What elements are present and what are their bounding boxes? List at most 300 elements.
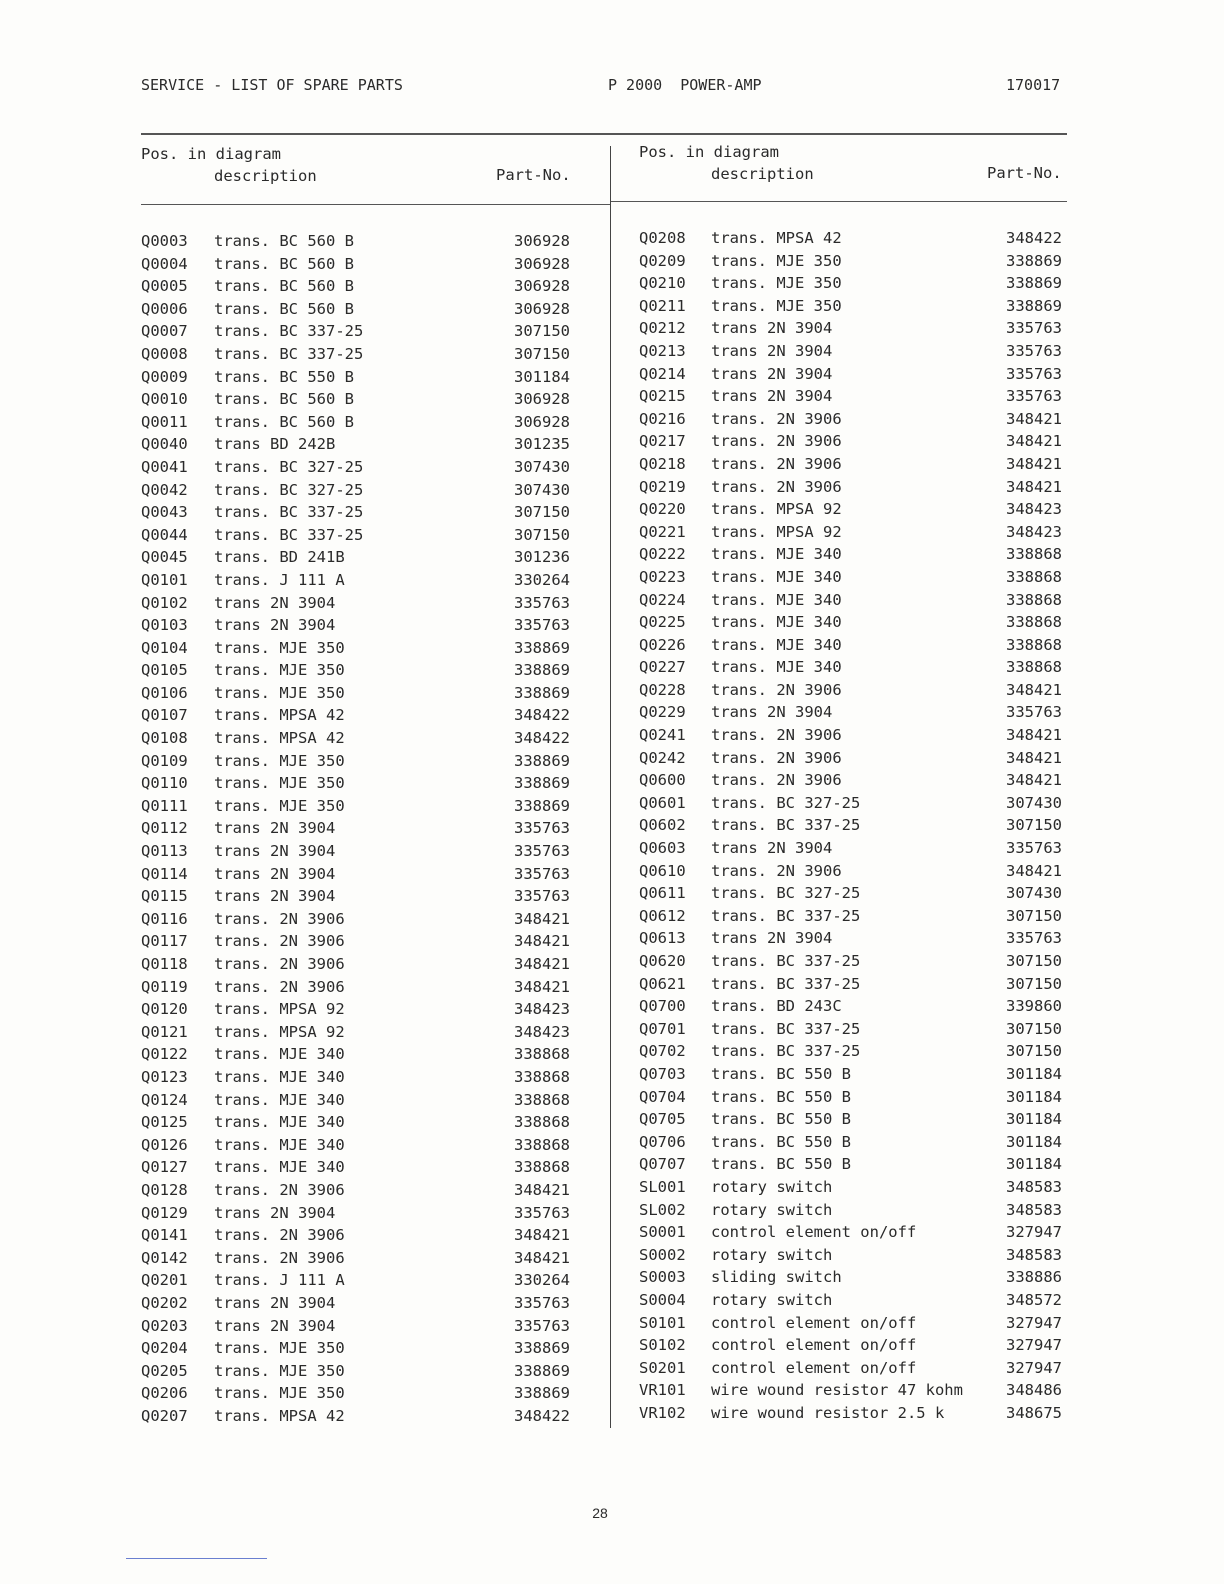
left-part-no: 306928	[514, 412, 570, 431]
right-pos: Q0241	[639, 726, 686, 745]
right-pos: Q0704	[639, 1087, 686, 1106]
left-pos: Q0003	[141, 232, 188, 250]
right-description: trans. BC 550 B	[711, 1110, 851, 1129]
right-description: trans 2N 3904	[711, 364, 833, 383]
left-part-no: 338869	[514, 774, 570, 793]
left-description: trans 2N 3904	[214, 842, 336, 861]
left-pos: Q0040	[141, 435, 188, 454]
left-part-no: 307430	[514, 480, 570, 499]
left-description: trans. MJE 350	[214, 638, 345, 657]
left-pos: Q0045	[141, 548, 188, 567]
left-part-no: 338868	[514, 1090, 570, 1109]
left-pos: Q0123	[141, 1067, 188, 1086]
left-description: trans. BC 327-25	[214, 457, 364, 476]
right-part-no: 348486	[1006, 1381, 1062, 1400]
left-part-no: 335763	[514, 1316, 570, 1335]
left-description: trans. MJE 350	[214, 774, 345, 793]
right-part-no: 335763	[1006, 364, 1062, 383]
right-part-no: 348675	[1006, 1403, 1062, 1422]
left-description: trans. 2N 3906	[214, 955, 345, 973]
right-pos: Q0226	[639, 635, 686, 654]
left-description: trans. 2N 3906	[214, 1226, 345, 1245]
right-part-no: 348421	[1006, 680, 1062, 699]
left-pos-heading: Pos. in diagram	[141, 145, 281, 163]
right-pos: Q0621	[639, 974, 686, 993]
left-pos: Q0121	[141, 1022, 188, 1041]
right-part-no: 348421	[1006, 748, 1062, 767]
left-part-no: 335763	[514, 616, 570, 635]
left-description: trans. J 111 A	[214, 570, 345, 589]
left-part-no: 307430	[514, 457, 570, 476]
left-description: trans 2N 3904	[214, 593, 336, 612]
left-description: trans. MPSA 92	[214, 1022, 345, 1041]
right-part-no: 307150	[1006, 906, 1062, 925]
left-part-no: 307150	[514, 525, 570, 544]
left-part-no: 307150	[514, 322, 570, 341]
right-part-no: 339860	[1006, 997, 1062, 1016]
right-description: trans. MJE 340	[711, 567, 842, 586]
right-part-no: 301184	[1006, 1064, 1062, 1083]
left-part-no: 348421	[514, 909, 570, 928]
left-pos: Q0119	[141, 977, 188, 996]
left-description: trans. 2N 3906	[214, 1248, 345, 1267]
left-description: trans 2N 3904	[214, 819, 336, 838]
left-part-no: 301235	[514, 435, 570, 454]
right-pos: S0002	[639, 1245, 686, 1264]
left-description: trans. MJE 350	[214, 661, 345, 680]
right-part-no: 348421	[1006, 726, 1062, 745]
right-pos: S0004	[639, 1290, 686, 1309]
header-doc-number: 170017	[1006, 76, 1061, 94]
right-description: trans. MJE 350	[711, 296, 842, 315]
right-part-no: 348421	[1006, 861, 1062, 880]
right-pos: Q0611	[639, 884, 686, 903]
right-part-no: 327947	[1006, 1358, 1062, 1377]
left-description: trans. MJE 340	[214, 1158, 345, 1177]
left-pos: Q0112	[141, 819, 188, 838]
left-part-no: 307150	[514, 503, 570, 522]
right-part-no: 307430	[1006, 793, 1062, 812]
right-pos: Q0212	[639, 319, 686, 338]
left-pos: Q0111	[141, 796, 188, 815]
right-description: trans. 2N 3906	[711, 477, 842, 496]
left-part-no: 306928	[514, 232, 570, 250]
left-description: trans. MPSA 42	[214, 729, 345, 748]
right-description: trans. BC 327-25	[711, 884, 861, 903]
right-pos: Q0612	[639, 906, 686, 925]
right-description: trans 2N 3904	[711, 839, 833, 858]
right-description: trans. 2N 3906	[711, 748, 842, 767]
left-description: trans. BC 560 B	[214, 277, 354, 296]
right-part-no: 335763	[1006, 387, 1062, 406]
right-pos: S0101	[639, 1313, 686, 1332]
left-pos: Q0108	[141, 729, 188, 748]
left-pos: Q0124	[141, 1090, 188, 1109]
footer-line	[126, 1558, 267, 1559]
right-part-no: 301184	[1006, 1155, 1062, 1174]
right-pos: Q0603	[639, 839, 686, 858]
right-part-no: 348421	[1006, 409, 1062, 428]
left-description: trans. 2N 3906	[214, 932, 345, 951]
right-part-no: 327947	[1006, 1336, 1062, 1355]
right-header-underline	[611, 201, 1067, 202]
left-part-no: 338869	[514, 796, 570, 815]
right-part-no: 301184	[1006, 1110, 1062, 1129]
right-part-no: 348572	[1006, 1290, 1062, 1309]
right-pos: Q0211	[639, 296, 686, 315]
page-number: 28	[592, 1505, 608, 1521]
left-pos: Q0118	[141, 955, 188, 973]
left-pos: Q0007	[141, 322, 188, 341]
left-pos: Q0009	[141, 367, 188, 386]
left-part-no: 338869	[514, 638, 570, 657]
right-description: trans 2N 3904	[711, 319, 833, 338]
right-pos: Q0213	[639, 341, 686, 360]
left-pos: Q0004	[141, 254, 188, 273]
right-description: trans 2N 3904	[711, 341, 833, 360]
left-part-no: 301184	[514, 367, 570, 386]
left-description: trans. MJE 340	[214, 1067, 345, 1086]
left-pos: Q0008	[141, 344, 188, 363]
right-part-no: 338868	[1006, 590, 1062, 609]
right-description: trans. BD 243C	[711, 997, 842, 1016]
right-pos: Q0600	[639, 771, 686, 790]
right-part-no: 348421	[1006, 454, 1062, 473]
left-pos: Q0011	[141, 412, 188, 431]
left-pos: Q0042	[141, 480, 188, 499]
left-part-no: 306928	[514, 299, 570, 318]
left-description: trans 2N 3904	[214, 1293, 336, 1312]
left-part-no: 338869	[514, 1384, 570, 1403]
left-description: trans. MJE 350	[214, 1339, 345, 1358]
right-description: trans. BC 337-25	[711, 1042, 861, 1061]
right-pos-heading: Pos. in diagram	[639, 143, 779, 161]
left-pos: Q0142	[141, 1248, 188, 1267]
left-pos: Q0109	[141, 751, 188, 770]
right-description: trans. BC 550 B	[711, 1132, 851, 1151]
right-part-no: 327947	[1006, 1223, 1062, 1242]
right-pos: Q0242	[639, 748, 686, 767]
left-part-no: 348423	[514, 1022, 570, 1041]
left-pos: Q0116	[141, 909, 188, 928]
right-pos: Q0229	[639, 703, 686, 722]
left-description: trans. MJE 340	[214, 1090, 345, 1109]
left-pos: Q0204	[141, 1339, 188, 1358]
right-part-no: 327947	[1006, 1313, 1062, 1332]
left-part-no: 335763	[514, 819, 570, 838]
right-part-no: 307150	[1006, 816, 1062, 835]
right-part-no: 335763	[1006, 319, 1062, 338]
left-part-no: 338869	[514, 1361, 570, 1380]
left-description: trans. MJE 350	[214, 796, 345, 815]
right-pos: Q0602	[639, 816, 686, 835]
right-part-no: 301184	[1006, 1132, 1062, 1151]
right-part-no: 348583	[1006, 1200, 1062, 1219]
left-part-no: 307150	[514, 344, 570, 363]
left-description: trans BD 242B	[214, 435, 336, 454]
right-pos: SL002	[639, 1200, 686, 1219]
left-description: trans 2N 3904	[214, 1316, 336, 1335]
left-description: trans. BC 560 B	[214, 232, 354, 250]
left-part-no: 348421	[514, 977, 570, 996]
right-description: sliding switch	[711, 1268, 842, 1287]
right-description: trans. 2N 3906	[711, 861, 842, 880]
left-pos: Q0106	[141, 683, 188, 702]
left-pos: Q0104	[141, 638, 188, 657]
left-description: trans. 2N 3906	[214, 977, 345, 996]
right-description: trans. MJE 350	[711, 274, 842, 293]
left-pos: Q0044	[141, 525, 188, 544]
left-part-no: 348421	[514, 932, 570, 951]
left-part-no: 306928	[514, 390, 570, 409]
right-part-no: 335763	[1006, 703, 1062, 722]
right-pos: Q0700	[639, 997, 686, 1016]
left-part-no: 348422	[514, 729, 570, 748]
left-pos: Q0115	[141, 887, 188, 906]
right-description: trans. BC 337-25	[711, 1019, 861, 1038]
right-part-no: 348422	[1006, 229, 1062, 247]
left-pos: Q0201	[141, 1271, 188, 1290]
left-pos: Q0129	[141, 1203, 188, 1222]
left-part-no: 335763	[514, 842, 570, 861]
left-part-no: 306928	[514, 254, 570, 273]
left-part-no: 330264	[514, 1271, 570, 1290]
right-pos: S0001	[639, 1223, 686, 1242]
right-pos: Q0218	[639, 454, 686, 473]
right-pos: S0102	[639, 1336, 686, 1355]
right-description: trans. MJE 340	[711, 658, 842, 677]
right-pos: Q0227	[639, 658, 686, 677]
right-pos: SL001	[639, 1177, 686, 1196]
right-pos: Q0215	[639, 387, 686, 406]
left-part-no: 338868	[514, 1045, 570, 1064]
left-part-no: 348421	[514, 955, 570, 973]
right-part-no: 307150	[1006, 1019, 1062, 1038]
left-description: trans. MJE 340	[214, 1113, 345, 1132]
left-part-no: 335763	[514, 1293, 570, 1312]
right-pos: VR101	[639, 1381, 686, 1400]
left-description: trans. BC 560 B	[214, 412, 354, 431]
right-description: rotary switch	[711, 1245, 833, 1264]
left-pos: Q0207	[141, 1406, 188, 1425]
right-pos: Q0219	[639, 477, 686, 496]
right-partno-heading: Part-No.	[987, 164, 1062, 182]
left-pos: Q0122	[141, 1045, 188, 1064]
right-description: trans. 2N 3906	[711, 454, 842, 473]
right-description: control element on/off	[711, 1223, 917, 1242]
left-pos: Q0005	[141, 277, 188, 296]
left-description: trans. MJE 340	[214, 1135, 345, 1154]
right-description: trans. 2N 3906	[711, 771, 842, 790]
right-part-no: 348421	[1006, 771, 1062, 790]
right-part-no: 307150	[1006, 974, 1062, 993]
right-description: trans. BC 550 B	[711, 1155, 851, 1174]
right-part-no: 338886	[1006, 1268, 1062, 1287]
right-part-no: 338869	[1006, 296, 1062, 315]
right-description: rotary switch	[711, 1177, 833, 1196]
left-part-no: 338868	[514, 1135, 570, 1154]
right-part-no: 348583	[1006, 1177, 1062, 1196]
left-part-no: 335763	[514, 1203, 570, 1222]
left-header-underline	[141, 204, 611, 205]
right-pos: Q0222	[639, 545, 686, 564]
left-pos: Q0043	[141, 503, 188, 522]
right-pos: Q0224	[639, 590, 686, 609]
right-part-no: 338868	[1006, 545, 1062, 564]
right-part-no: 307150	[1006, 952, 1062, 970]
right-part-no: 301184	[1006, 1087, 1062, 1106]
left-pos: Q0125	[141, 1113, 188, 1132]
left-pos: Q0203	[141, 1316, 188, 1335]
right-part-no: 348421	[1006, 477, 1062, 496]
right-description: wire wound resistor 2.5 k	[711, 1403, 945, 1422]
right-part-no: 307150	[1006, 1042, 1062, 1061]
left-description: trans 2N 3904	[214, 616, 336, 635]
right-pos: VR102	[639, 1403, 686, 1422]
left-part-no: 335763	[514, 864, 570, 883]
left-description: trans. MPSA 42	[214, 1406, 345, 1425]
left-description: trans. BC 337-25	[214, 322, 364, 341]
right-pos: S0003	[639, 1268, 686, 1287]
right-description: trans. 2N 3906	[711, 409, 842, 428]
right-description: trans. BC 337-25	[711, 974, 861, 993]
left-part-no: 330264	[514, 570, 570, 589]
right-desc-heading: description	[711, 165, 814, 183]
left-part-no: 338868	[514, 1067, 570, 1086]
right-description: trans. MJE 340	[711, 545, 842, 564]
left-part-no: 348421	[514, 1180, 570, 1199]
right-description: rotary switch	[711, 1200, 833, 1219]
right-pos: Q0217	[639, 432, 686, 451]
left-part-no: 348423	[514, 1000, 570, 1019]
right-pos: Q0706	[639, 1132, 686, 1151]
right-pos: Q0221	[639, 522, 686, 541]
left-description: trans. MJE 350	[214, 1361, 345, 1380]
right-description: control element on/off	[711, 1313, 917, 1332]
left-pos: Q0202	[141, 1293, 188, 1312]
right-part-no: 338868	[1006, 658, 1062, 677]
right-pos: Q0705	[639, 1110, 686, 1129]
left-pos: Q0006	[141, 299, 188, 318]
left-part-no: 338868	[514, 1113, 570, 1132]
right-description: trans. MJE 350	[711, 251, 842, 270]
right-pos: Q0228	[639, 680, 686, 699]
right-part-no: 335763	[1006, 839, 1062, 858]
left-description: trans. BC 560 B	[214, 254, 354, 273]
right-pos: Q0701	[639, 1019, 686, 1038]
right-description: trans. 2N 3906	[711, 432, 842, 451]
left-pos: Q0120	[141, 1000, 188, 1019]
right-pos: Q0208	[639, 229, 686, 247]
right-pos: Q0214	[639, 364, 686, 383]
left-pos: Q0102	[141, 593, 188, 612]
left-part-no: 338869	[514, 683, 570, 702]
right-description: trans. MPSA 42	[711, 229, 842, 247]
left-part-no: 338869	[514, 751, 570, 770]
left-pos: Q0010	[141, 390, 188, 409]
right-description: trans. MJE 340	[711, 613, 842, 632]
left-pos: Q0206	[141, 1384, 188, 1403]
left-description: trans. BC 337-25	[214, 525, 364, 544]
left-part-no: 348422	[514, 1406, 570, 1425]
right-description: trans. 2N 3906	[711, 726, 842, 745]
right-part-no: 338868	[1006, 635, 1062, 654]
left-pos: Q0110	[141, 774, 188, 793]
left-pos: Q0107	[141, 706, 188, 725]
left-pos: Q0105	[141, 661, 188, 680]
left-description: trans. BC 327-25	[214, 480, 364, 499]
right-pos: Q0209	[639, 251, 686, 270]
right-pos: Q0702	[639, 1042, 686, 1061]
left-pos: Q0205	[141, 1361, 188, 1380]
right-pos: Q0613	[639, 929, 686, 948]
left-pos: Q0117	[141, 932, 188, 951]
left-description: trans. BC 550 B	[214, 367, 354, 386]
right-part-no: 307430	[1006, 884, 1062, 903]
left-pos: Q0103	[141, 616, 188, 635]
left-part-no: 348421	[514, 1248, 570, 1267]
right-description: trans. 2N 3906	[711, 680, 842, 699]
right-pos: Q0210	[639, 274, 686, 293]
right-part-no: 348423	[1006, 522, 1062, 541]
right-description: trans 2N 3904	[711, 929, 833, 948]
right-description: trans. BC 550 B	[711, 1064, 851, 1083]
left-description: trans. 2N 3906	[214, 909, 345, 928]
right-part-no: 348583	[1006, 1245, 1062, 1264]
right-pos: S0201	[639, 1358, 686, 1377]
left-part-no: 348421	[514, 1226, 570, 1245]
left-description: trans 2N 3904	[214, 864, 336, 883]
left-desc-heading: description	[214, 167, 317, 185]
parts-table	[0, 229, 1224, 1429]
left-pos: Q0041	[141, 457, 188, 476]
left-part-no: 306928	[514, 277, 570, 296]
right-part-no: 338868	[1006, 567, 1062, 586]
left-description: trans. MPSA 42	[214, 706, 345, 725]
right-description: trans. BC 337-25	[711, 816, 861, 835]
right-pos: Q0216	[639, 409, 686, 428]
right-pos: Q0223	[639, 567, 686, 586]
right-pos: Q0707	[639, 1155, 686, 1174]
left-part-no: 301236	[514, 548, 570, 567]
right-description: trans. MJE 340	[711, 635, 842, 654]
right-part-no: 335763	[1006, 929, 1062, 948]
right-part-no: 348421	[1006, 432, 1062, 451]
top-rule	[141, 133, 1067, 135]
left-pos: Q0128	[141, 1180, 188, 1199]
right-description: trans. MJE 340	[711, 590, 842, 609]
table-row	[0, 1403, 1224, 1430]
right-description: trans 2N 3904	[711, 703, 833, 722]
left-pos: Q0126	[141, 1135, 188, 1154]
right-description: control element on/off	[711, 1358, 917, 1377]
right-part-no: 338868	[1006, 613, 1062, 632]
right-part-no: 348423	[1006, 500, 1062, 519]
left-pos: Q0127	[141, 1158, 188, 1177]
left-part-no: 335763	[514, 887, 570, 906]
right-description: trans. BC 337-25	[711, 906, 861, 925]
left-description: trans 2N 3904	[214, 887, 336, 906]
left-pos: Q0101	[141, 570, 188, 589]
left-description: trans. BC 560 B	[214, 299, 354, 318]
right-description: trans. BC 327-25	[711, 793, 861, 812]
right-description: wire wound resistor 47 kohm	[711, 1381, 963, 1400]
right-description: trans. MPSA 92	[711, 500, 842, 519]
left-part-no: 338868	[514, 1158, 570, 1177]
right-description: trans. BC 337-25	[711, 952, 861, 970]
left-description: trans. BC 337-25	[214, 503, 364, 522]
header-model: P 2000 POWER-AMP	[608, 76, 762, 94]
